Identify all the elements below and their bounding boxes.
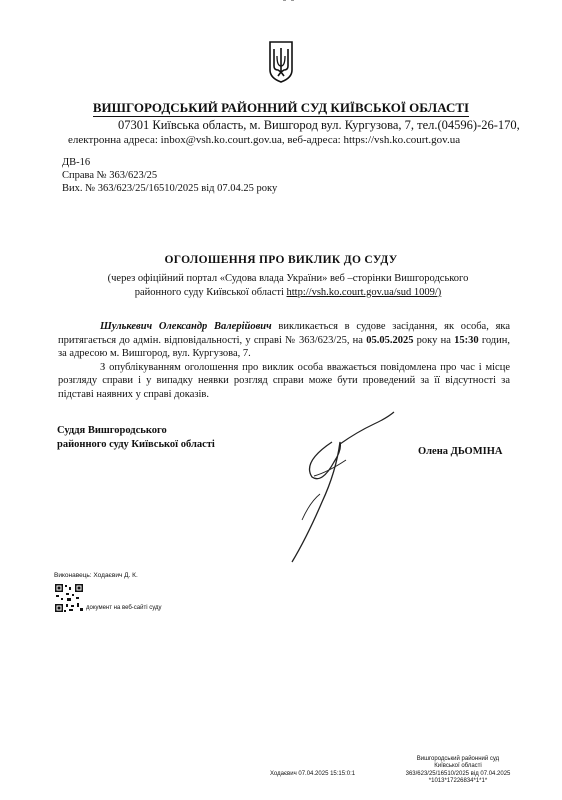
portal-note xyxy=(88,272,488,300)
coat-of-arms-icon xyxy=(268,40,294,84)
notice-body xyxy=(58,320,510,401)
case-number: Справа № 363/623/25 xyxy=(62,170,158,181)
hearing-date: 05.05.2025 xyxy=(366,334,414,346)
scan-artifact xyxy=(283,0,286,1)
executor-timestamp: Ходаєвич 07.04.2025 15:15:0:1 xyxy=(270,771,356,777)
executor-note: Виконавець: Ходаєвич Д. К. xyxy=(54,572,138,579)
judge-name: Олена ДЬОМІНА xyxy=(418,446,503,457)
registration-stamp: Вишгородський районний суд Київської області 363/623/25/16510/2025 від 07.04.2025 *1013*17226834*1*1* xyxy=(405,756,511,785)
form-code: ДВ-16 xyxy=(62,157,91,168)
notice-heading: ОГОЛОШЕННЯ ПРО ВИКЛИК ДО СУДУ xyxy=(164,254,398,266)
court-address: 07301 Київська область, м. Вишгород вул. Кургузова, 7, тел.(04596)-26-170, xyxy=(118,118,520,132)
qr-caption: документ на веб-сайті суду xyxy=(86,605,162,611)
court-name-heading: ВИШГОРОДСЬКИЙ РАЙОННИЙ СУД КИЇВСЬКОЇ ОБЛАСТІ xyxy=(92,100,470,115)
portal-link[interactable]: http://vsh.ko.court.gov.ua/sud 1009/) xyxy=(286,287,442,298)
outgoing-number: Вих. № 363/623/25/16510/2025 від 07.04.25 року xyxy=(62,183,278,194)
hearing-time: 15:30 xyxy=(454,334,479,346)
handwritten-signature-icon xyxy=(262,402,402,572)
judge-title: Суддя Вишгородського районного суду Київської області xyxy=(57,425,215,450)
summoned-person-name: Шулькевич Олександр Валерійович xyxy=(100,321,272,332)
scan-artifact xyxy=(291,0,294,1)
portal-text: (через офіційний портал «Судова влада України» веб –сторінки Вишгородського районного суду Київської області xyxy=(107,273,469,298)
notice-paragraph-1: Шулькевич Олександр Валерійович викликається в судове засідання, як особа, яка притягається до адмін. відповідальності, у справі № 363/623/25, на 05.05.2025 року на 15:30 годин, за адресою м. Вишгород, вул. Кургузова, 7. xyxy=(58,321,511,359)
qr-code-icon[interactable] xyxy=(54,583,84,613)
notice-paragraph-2: З опублікуванням оголошення про виклик особа вважається повідомлена про час і місце розгляду справи і у випадку неявки розгляд справи може бути проведений за її відсутності за підставі наявних у справі доказів. xyxy=(58,361,510,400)
court-contacts: електронна адреса: inbox@vsh.ko.court.gov.ua, веб-адреса: https://vsh.ko.court.gov.ua xyxy=(68,134,461,146)
